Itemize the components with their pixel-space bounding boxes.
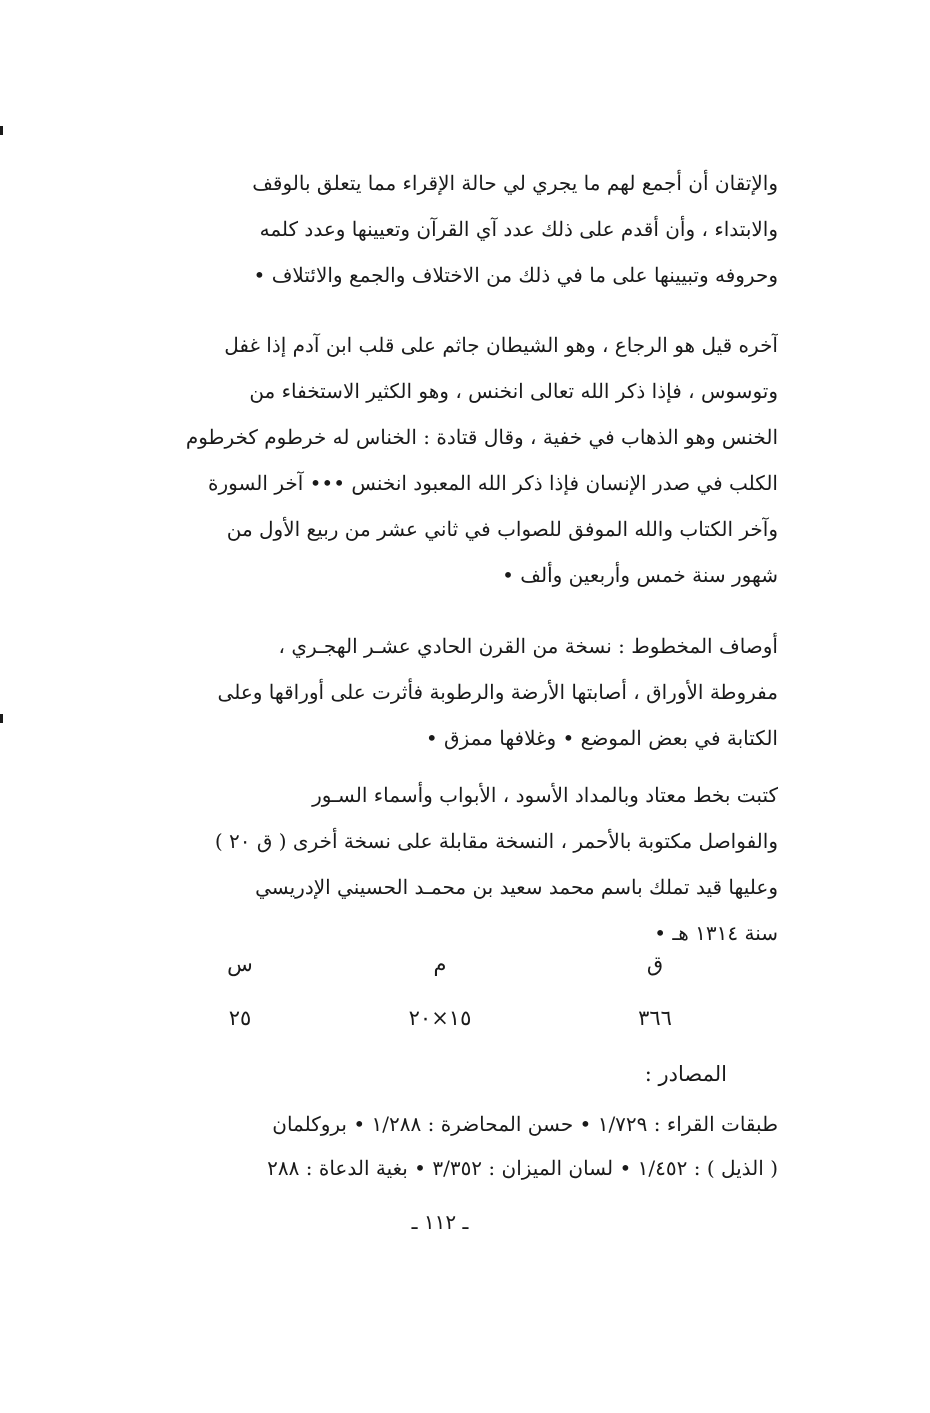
paragraph-ending <box>130 322 778 598</box>
text-line: وتوسوس ، فإذا ذكر الله تعالى انخنس ، وهو الكثير الاستخفاء من <box>249 379 778 403</box>
sources-heading: المصادر : <box>644 1062 727 1086</box>
text-line: سنة ١٣١٤ هـ • <box>654 921 778 945</box>
text-line: آخره قيل هو الرجاع ، وهو الشيطان جاثم على قلب ابن آدم إذا غفل <box>224 333 778 357</box>
text-line: أوصاف المخطوط : نسخة من القرن الحادي عشـر الهجـري ، <box>278 634 778 658</box>
header-leaves: ق <box>646 952 664 976</box>
text-line: وآخر الكتاب والله الموفق للصواب في ثاني عشر من ربيع الأول من <box>226 517 778 541</box>
page-number: ـ ١١٢ ـ <box>411 1210 469 1234</box>
text-line: والفواصل مكتوبة بالأحمر ، النسخة مقابلة على نسخة أخرى ( ق ٢٠ ) <box>214 829 778 853</box>
measurements-value-row <box>0 1006 930 1046</box>
margin-mark <box>0 714 3 723</box>
value-leaves: ٣٦٦ <box>638 1006 672 1030</box>
margin-mark <box>0 126 3 135</box>
value-size: ١٥×٢٠ <box>408 1006 472 1030</box>
paragraph-introduction <box>130 160 778 298</box>
sources-list <box>130 1102 778 1190</box>
value-lines: ٢٥ <box>228 1006 252 1030</box>
text-line: شهور سنة خمس وأربعين وألف • <box>502 563 778 587</box>
text-line: الكتابة في بعض الموضع • وغلافها ممزق • <box>425 726 778 750</box>
source-line: طبقات القراء : ١/٧٢٩ • حسن المحاضرة : ١/٢٨٨ • بروكلمان <box>272 1112 778 1136</box>
text-line: وعليها قيد تملك باسم محمد سعيد بن محمـد الحسيني الإدريسي <box>255 875 778 899</box>
text-line: والابتداء ، وأن أقدم على ذلك عدد آي القرآن وتعيينها وعدد كلمه <box>259 217 778 241</box>
measurements-header-row <box>0 952 930 992</box>
text-line: مفروطة الأوراق ، أصابتها الأرضة والرطوبة فأثرت على أوراقها وعلى <box>217 680 778 704</box>
header-lines: س <box>227 952 253 976</box>
paragraph-script-details <box>130 772 778 956</box>
text-line: والإتقان أن أجمع لهم ما يجري لي حالة الإقراء مما يتعلق بالوقف <box>252 171 778 195</box>
text-line: الكلب في صدر الإنسان فإذا ذكر الله المعبود انخنس ••• آخر السورة <box>208 471 778 495</box>
text-line: وحروفه وتبيينها على ما في ذلك من الاختلاف والجمع والائتلاف • <box>253 263 778 287</box>
text-line: الخنس وهو الذهاب في خفية ، وقال قتادة : الخناس له خرطوم كخرطوم <box>185 425 778 449</box>
text-line: كتبت بخط معتاد وبالمداد الأسود ، الأبواب وأسماء السـور <box>312 783 778 807</box>
header-size: م <box>433 952 447 976</box>
paragraph-manuscript-description <box>130 623 778 761</box>
source-line: ( الذيل ) : ١/٤٥٢ • لسان الميزان : ٣/٣٥٢ • بغية الدعاة : ٢٨٨ <box>267 1156 778 1180</box>
